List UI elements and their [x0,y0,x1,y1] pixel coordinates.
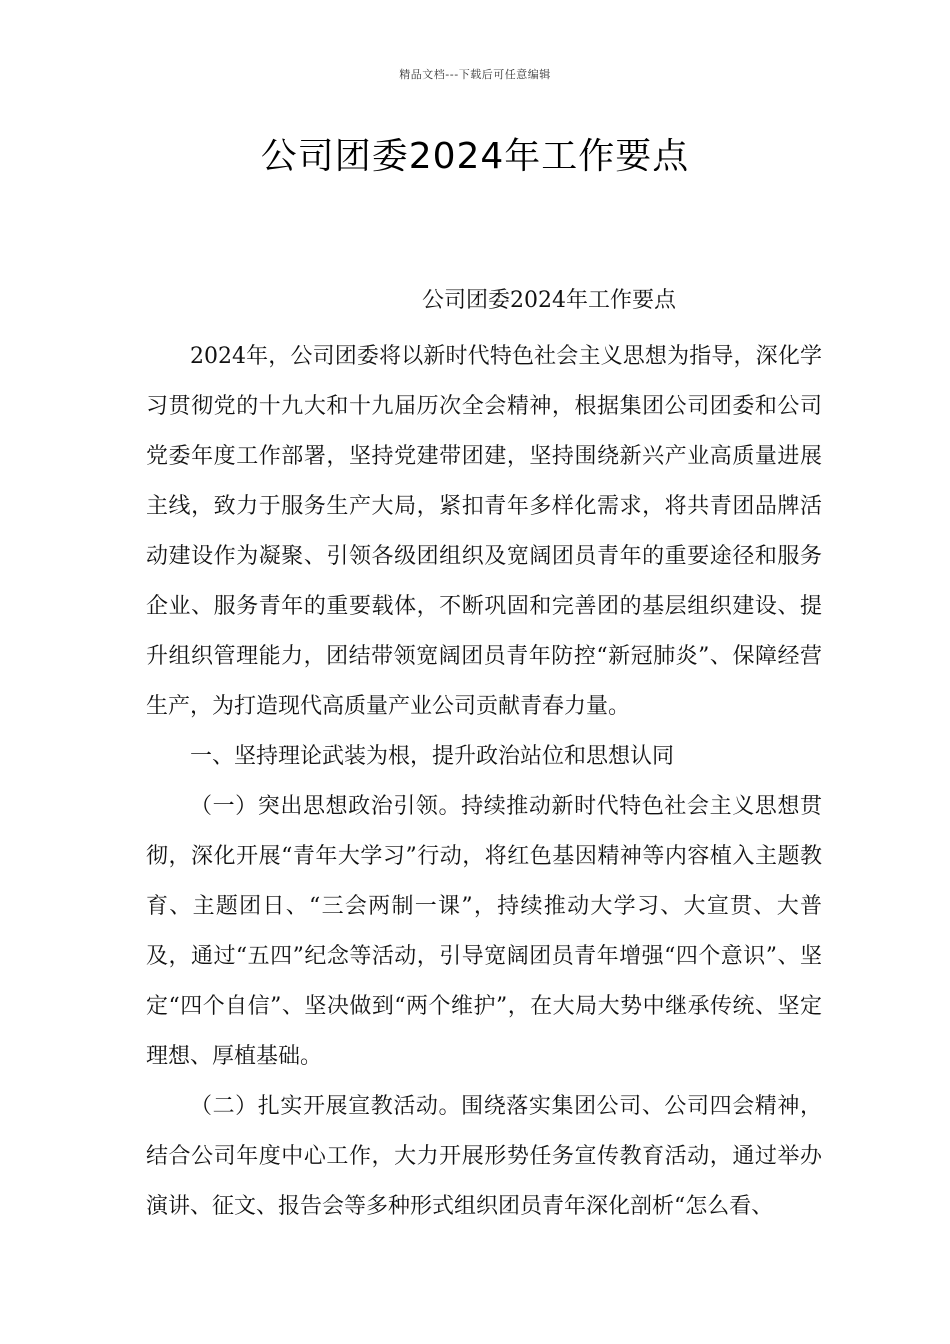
intro-paragraph: 2024年，公司团委将以新时代特色社会主义思想为指导，深化学习贯彻党的十九大和十九届历次全会精神，根据集团公司团委和公司党委年度工作部署，坚持党建带团建，坚持围绕新兴产业高质量进展主线，致力于服务生产大局，紧扣青年多样化需求，将共青团品牌活动建设作为凝聚、引领各级团组织及宽阔团员青年的重要途径和服务企业、服务青年的重要载体，不断巩固和完善团的基层组织建设、提升组织管理能力，团结带领宽阔团员青年防控“新冠肺炎”、保障经营生产，为打造现代高质量产业公司贡献青春力量。 [146,344,822,719]
item-paragraph-2: （二）扎实开展宣教活动。围绕落实集团公司、公司四会精神，结合公司年度中心工作，大力开展形势任务宣传教育活动，通过举办演讲、征文、报告会等多种形式组织团员青年深化剖析“怎么看、 [146,1094,822,1219]
item-paragraph-1: （一）突出思想政治引领。持续推动新时代特色社会主义思想贯彻，深化开展“青年大学习”行动，将红色基因精神等内容植入主题教育、主题团日、“三会两制一课”，持续推动大学习、大宣贯、大普及，通过“五四”纪念等活动，引导宽阔团员青年增强“四个意识”、坚定“四个自信”、坚决做到“两个维护”，在大局大势中继承传统、坚定理想、厚植基础。 [146,794,822,1069]
document-subtitle: 公司团委2024年工作要点 [422,288,676,313]
header-note: 精品文档---下载后可任意编辑 [399,68,551,81]
document-title: 公司团委2024年工作要点 [260,136,690,177]
section-heading-1: 一、坚持理论武装为根，提升政治站位和思想认同 [190,744,675,769]
document-body [146,284,822,1232]
